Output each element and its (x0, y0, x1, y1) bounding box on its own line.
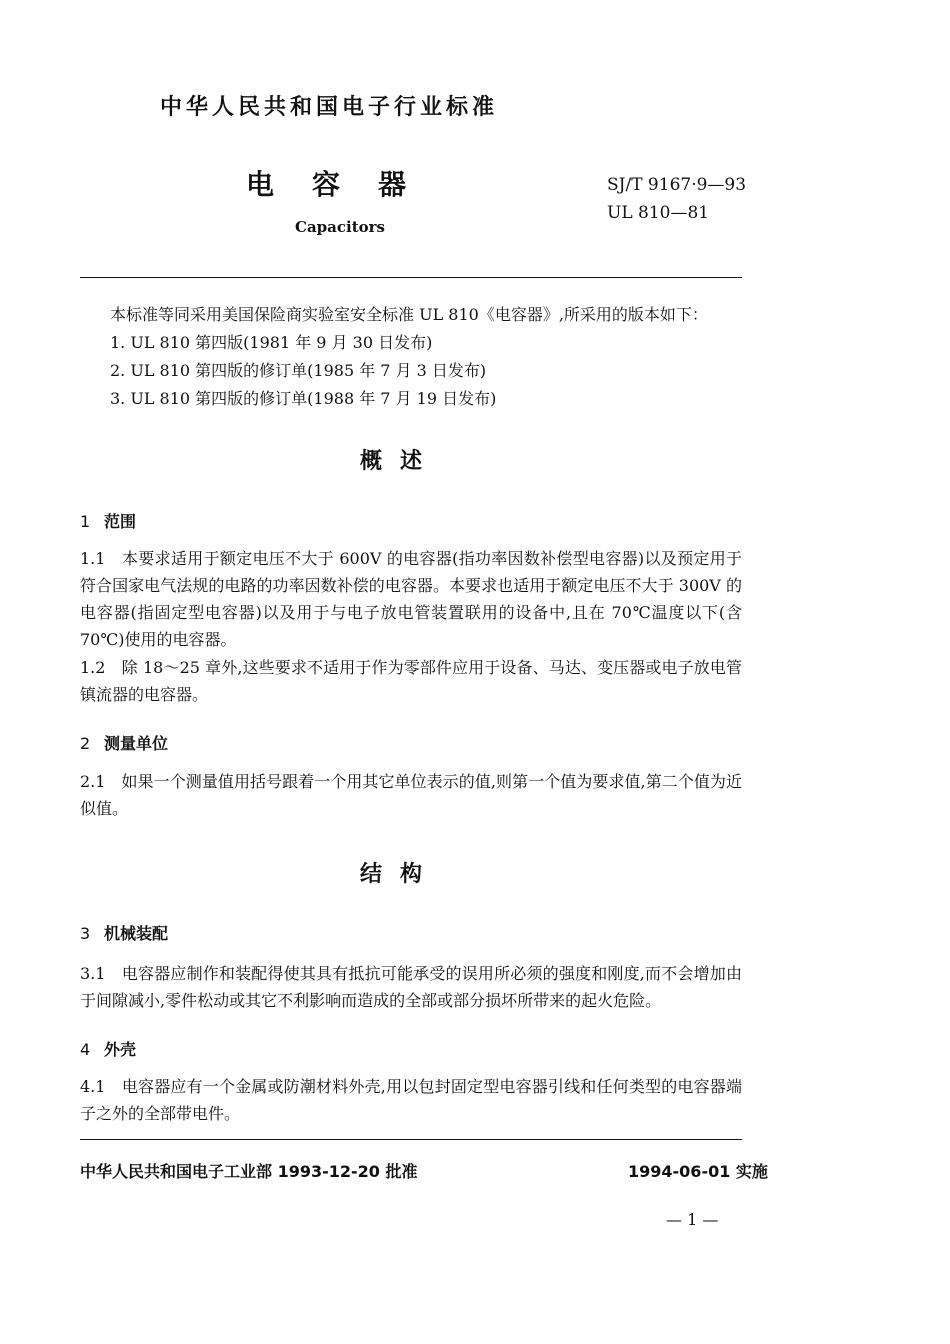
clause-title-text: 范围 (104, 512, 137, 531)
approval-line: 中华人民共和国电子工业部 1993-12-20 批准 (80, 1162, 418, 1181)
clause-title (80, 509, 136, 532)
clause-2-1: 2.1 如果一个测量值用括号跟着一个用其它单位表示的值,则第一个值为要求值,第二个值为近似值。 (80, 772, 742, 818)
clause-number: 3 (80, 924, 91, 943)
page-number: — 1 — (666, 1210, 719, 1229)
clause-number: 1 (80, 512, 91, 531)
document-title-char: 电 (246, 168, 275, 201)
footer-rule (80, 1139, 742, 1140)
intro-item: 2. UL 810 第四版的修订单(1985 年 7 月 3 日发布) (110, 361, 487, 380)
intro-item: 1. UL 810 第四版(1981 年 9 月 30 日发布) (110, 333, 433, 352)
clause-title-text: 机械装配 (104, 924, 169, 943)
clause-number: 4 (80, 1040, 91, 1059)
clause-4-1: 4.1 电容器应有一个金属或防潮材料外壳,用以包封固定型电容器引线和任何类型的电容器端子之外的全部带电件。 (80, 1077, 742, 1123)
document-subtitle: Capacitors (295, 218, 385, 236)
intro-item: 3. UL 810 第四版的修订单(1988 年 7 月 19 日发布) (110, 389, 497, 408)
clause-title (80, 731, 168, 754)
clause-title (80, 921, 168, 944)
clause-title-text: 外壳 (104, 1040, 137, 1059)
standard-title: 中华人民共和国电子行业标准 (160, 95, 499, 120)
intro-lead: 本标准等同采用美国保险商实验室安全标准 UL 810《电容器》,所采用的版本如下： (110, 305, 708, 324)
document-title (246, 163, 406, 203)
section-heading-structure: 结构 (359, 862, 440, 887)
header-rule (80, 277, 742, 278)
document-title-char: 容 (312, 168, 341, 201)
ul-code: UL 810—81 (607, 203, 710, 223)
clause-1-1: 1.1 本要求适用于额定电压不大于 600V 的电容器(指功率因数补偿型电容器)以及预定用于符合国家电气法规的电路的功率因数补偿的电容器。本要求也适用于额定电压不大于 300V 的电容器(指固定型电容器)以及用于与电子放电管装置联用的设备中,且在 70℃温度以下(含 70℃)使用的电容器。 (80, 549, 742, 649)
effective-date: 1994-06-01 实施 (628, 1162, 768, 1181)
standard-code: SJ/T 9167·9—93 (607, 175, 747, 195)
clause-1-2: 1.2 除 18～25 章外,这些要求不适用于作为零部件应用于设备、马达、变压器或电子放电管镇流器的电容器。 (80, 658, 742, 704)
clause-3-1: 3.1 电容器应制作和装配得使其具有抵抗可能承受的误用所必须的强度和刚度,而不会增加由于间隙减小,零件松动或其它不利影响而造成的全部或部分损坏所带来的起火危险。 (80, 964, 742, 1010)
clause-title (80, 1037, 136, 1060)
clause-title-text: 测量单位 (104, 734, 169, 753)
clause-number: 2 (80, 734, 91, 753)
section-heading-overview: 概述 (359, 449, 440, 474)
document-title-char: 器 (378, 168, 407, 201)
